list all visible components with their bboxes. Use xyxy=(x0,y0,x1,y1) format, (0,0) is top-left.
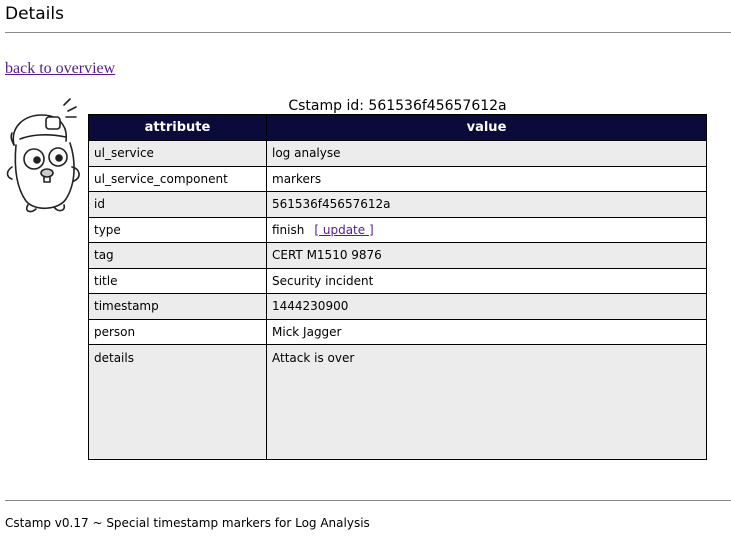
attribute-cell: ul_service xyxy=(89,141,267,167)
page-title: Details xyxy=(5,4,64,24)
value-cell: CERT M1510 9876 xyxy=(267,243,707,269)
attribute-cell: timestamp xyxy=(89,294,267,320)
footer-divider xyxy=(5,500,731,501)
value-cell xyxy=(267,217,707,243)
attribute-cell: id xyxy=(89,192,267,218)
table-row xyxy=(89,345,707,460)
column-header-value: value xyxy=(267,115,707,141)
update-type-link[interactable]: [ update ] xyxy=(314,222,374,237)
type-value: finish xyxy=(272,222,305,237)
header-divider xyxy=(5,32,731,33)
attribute-cell: ul_service_component xyxy=(89,166,267,192)
table-row xyxy=(89,166,707,192)
table-row xyxy=(89,192,707,218)
attribute-cell: type xyxy=(89,217,267,243)
table-row xyxy=(89,268,707,294)
attribute-cell: title xyxy=(89,268,267,294)
details-table xyxy=(88,114,707,460)
column-header-attribute: attribute xyxy=(89,115,267,141)
table-row xyxy=(89,243,707,269)
gopher-mascot-icon xyxy=(6,97,84,215)
value-cell: Mick Jagger xyxy=(267,319,707,345)
back-to-overview-link[interactable]: back to overview xyxy=(5,60,116,77)
footer-text: Cstamp v0.17 ~ Special timestamp markers for Log Analysis xyxy=(5,516,370,530)
table-row xyxy=(89,217,707,243)
cstamp-id-caption: Cstamp id: 561536f45657612a xyxy=(288,98,507,114)
attribute-cell: person xyxy=(89,319,267,345)
value-cell: 1444230900 xyxy=(267,294,707,320)
value-cell: 561536f45657612a xyxy=(267,192,707,218)
value-cell: markers xyxy=(267,166,707,192)
attribute-cell: details xyxy=(89,345,267,460)
table-row xyxy=(89,294,707,320)
value-cell: Attack is over xyxy=(267,345,707,460)
value-cell: Security incident xyxy=(267,268,707,294)
value-cell: log analyse xyxy=(267,141,707,167)
table-row xyxy=(89,141,707,167)
attribute-cell: tag xyxy=(89,243,267,269)
table-row xyxy=(89,319,707,345)
